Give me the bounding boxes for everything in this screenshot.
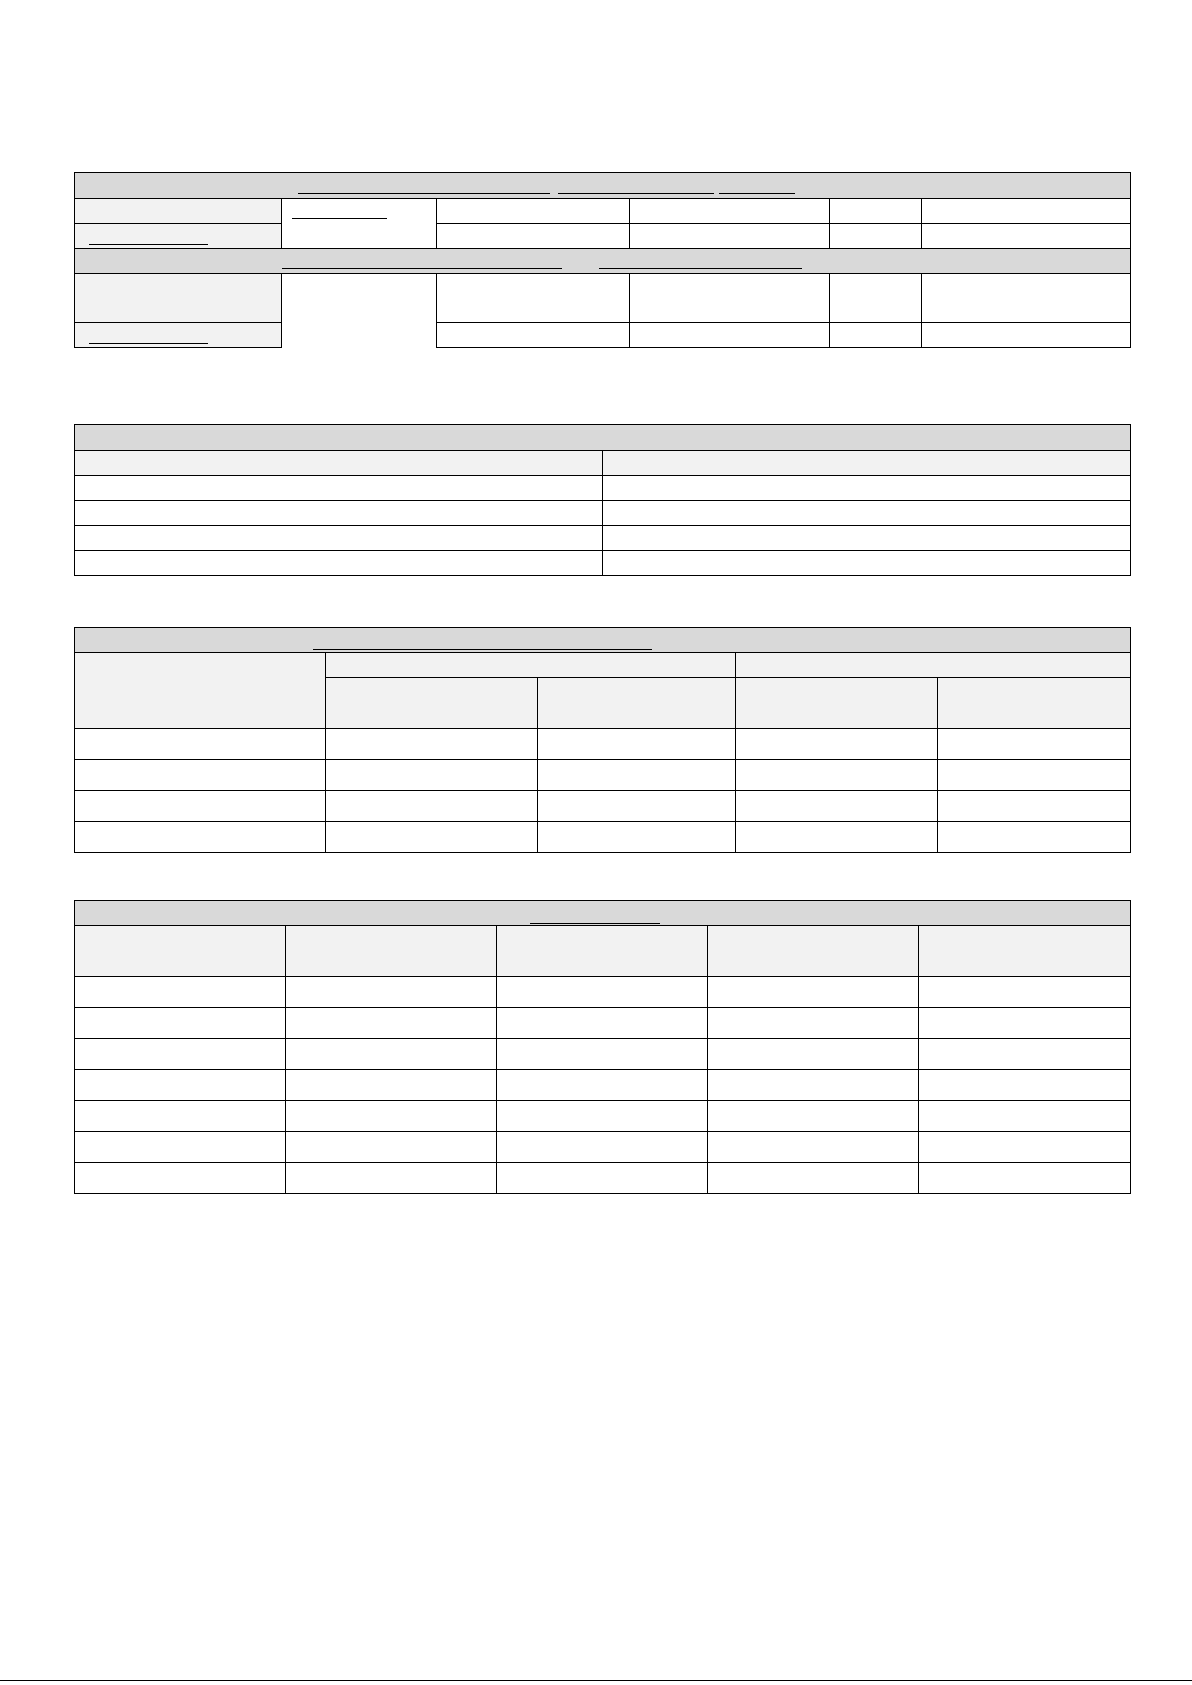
table4-cell (75, 1132, 286, 1163)
table3-cell (326, 760, 538, 791)
table1-cell (830, 323, 922, 348)
table4-cell (286, 1008, 497, 1039)
table4-cell (708, 1101, 919, 1132)
table3-cell (538, 729, 736, 760)
table4-cell (919, 1039, 1131, 1070)
table4-cell (286, 1070, 497, 1101)
table1-value-cell (282, 274, 437, 348)
table2-cell (75, 501, 603, 526)
section-underline (282, 268, 562, 269)
table3-cell (538, 822, 736, 853)
table2-title-band (75, 425, 1131, 451)
value-underline (292, 218, 387, 219)
table4-cell (497, 1101, 708, 1132)
table4-header-cell (497, 926, 708, 977)
table4-cell (919, 977, 1131, 1008)
table4-cell (919, 1101, 1131, 1132)
table1-cell (830, 274, 922, 323)
table4-cell (919, 1070, 1131, 1101)
table3-cell (326, 729, 538, 760)
five-column-table (74, 900, 1131, 1194)
grouped-header-table (74, 627, 1131, 853)
table4-cell (708, 977, 919, 1008)
table4-cell (75, 1070, 286, 1101)
table4-cell (497, 1008, 708, 1039)
table1-cell (922, 323, 1131, 348)
table4-cell (286, 977, 497, 1008)
table4-header-cell (286, 926, 497, 977)
table3-title-band (75, 628, 1131, 653)
table3-group-header (736, 653, 1131, 678)
table1-cell (437, 224, 630, 249)
table1-cell (437, 199, 630, 224)
table3-cell (736, 760, 938, 791)
table4-cell (286, 1039, 497, 1070)
table3-subheader (736, 678, 938, 729)
table3-cell (326, 822, 538, 853)
table4-cell (919, 1163, 1131, 1194)
table2-cell (603, 526, 1131, 551)
table3-subheader (326, 678, 538, 729)
section-underline (599, 268, 802, 269)
table3-cell (75, 822, 326, 853)
table1-cell (830, 224, 922, 249)
table1-cell (630, 199, 830, 224)
table3-row-header (75, 653, 326, 729)
table1-value-cell (282, 199, 437, 249)
table3-group-header (326, 653, 736, 678)
table4-header-cell (75, 926, 286, 977)
table2-cell (603, 476, 1131, 501)
table4-cell (919, 1008, 1131, 1039)
table2-cell (603, 501, 1131, 526)
table4-cell (497, 1132, 708, 1163)
table4-cell (75, 1039, 286, 1070)
two-column-table (74, 424, 1131, 576)
table4-header-cell (919, 926, 1131, 977)
table1-cell (630, 323, 830, 348)
title-underline (313, 649, 652, 650)
table1-cell (922, 224, 1131, 249)
table1-cell (437, 274, 630, 323)
table4-title-band (75, 901, 1131, 926)
table4-cell (708, 1070, 919, 1101)
table1-section-band (75, 249, 1131, 274)
table4-cell (286, 1132, 497, 1163)
table4-cell (919, 1132, 1131, 1163)
table1-cell (922, 274, 1131, 323)
table4-cell (497, 1163, 708, 1194)
table2-header-cell (603, 451, 1131, 476)
table2-cell (603, 551, 1131, 576)
table3-cell (736, 822, 938, 853)
title-underline (298, 193, 550, 194)
table1-cell (437, 323, 630, 348)
table2-cell (75, 526, 603, 551)
table1-label-cell (75, 199, 282, 224)
table4-cell (497, 1070, 708, 1101)
table3-cell (326, 791, 538, 822)
title-underline (530, 923, 660, 924)
table4-cell (497, 977, 708, 1008)
table3-cell (538, 760, 736, 791)
table1-cell (630, 274, 830, 323)
table4-cell (286, 1101, 497, 1132)
table4-cell (708, 1163, 919, 1194)
table1-cell (830, 199, 922, 224)
table3-cell (75, 729, 326, 760)
table1-label-cell (75, 323, 282, 348)
table2-header-cell (75, 451, 603, 476)
table4-cell (708, 1132, 919, 1163)
table2-cell (75, 476, 603, 501)
table3-cell (736, 729, 938, 760)
table4-cell (708, 1039, 919, 1070)
table3-cell (938, 822, 1131, 853)
table4-cell (75, 1008, 286, 1039)
table3-cell (938, 729, 1131, 760)
table1-label-cell (75, 224, 282, 249)
table3-cell (75, 760, 326, 791)
table3-cell (938, 760, 1131, 791)
table1-cell (922, 199, 1131, 224)
table2-cell (75, 551, 603, 576)
table4-cell (75, 1163, 286, 1194)
table3-cell (538, 791, 736, 822)
table1-label-cell (75, 274, 282, 323)
table3-subheader (938, 678, 1131, 729)
table3-cell (75, 791, 326, 822)
table1-cell (630, 224, 830, 249)
table4-cell (708, 1008, 919, 1039)
table1-title-band (75, 173, 1131, 199)
table4-header-cell (708, 926, 919, 977)
table3-subheader (538, 678, 736, 729)
header-info-table (74, 172, 1131, 348)
table4-cell (497, 1039, 708, 1070)
title-underline (719, 193, 795, 194)
label-underline (89, 244, 208, 245)
table4-cell (286, 1163, 497, 1194)
label-underline (89, 343, 208, 344)
page-bottom-rule (0, 1680, 1192, 1681)
table3-cell (938, 791, 1131, 822)
title-underline (558, 193, 714, 194)
table3-cell (736, 791, 938, 822)
table4-cell (75, 1101, 286, 1132)
table4-cell (75, 977, 286, 1008)
